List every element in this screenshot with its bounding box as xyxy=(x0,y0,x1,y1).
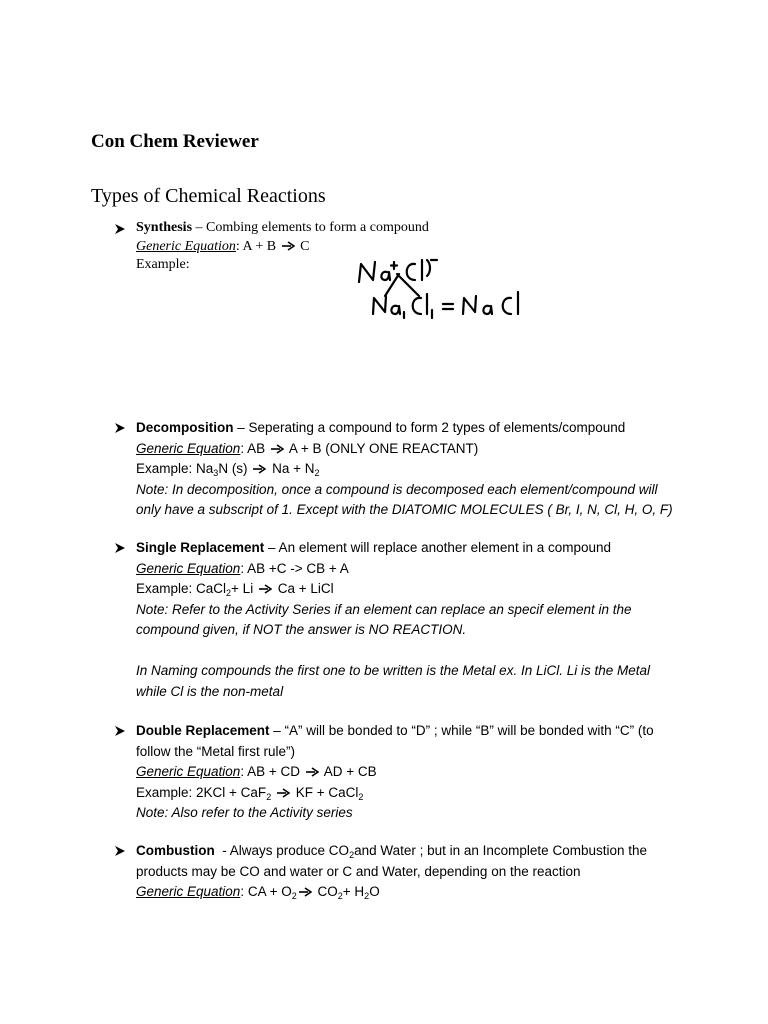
double-replacement-term: Double Replacement xyxy=(136,723,270,738)
decomposition-generic-rhs: A + B (ONLY ONE REACTANT) xyxy=(285,440,479,456)
double-replacement-generic-sep: : AB + CD xyxy=(240,764,304,779)
single-replacement-generic-label: Generic Equation xyxy=(136,560,241,576)
right-arrow-icon xyxy=(277,788,290,798)
combustion-definition xyxy=(136,841,696,862)
double-replacement-note: Note: Also refer to the Activity series xyxy=(136,805,353,820)
combustion-subscript: 2 xyxy=(349,850,355,860)
synthesis-generic-lhs: A + B xyxy=(242,238,280,254)
single-replacement-example-mid: + Li xyxy=(231,581,257,596)
double-replacement-item xyxy=(136,721,696,824)
combustion-subscript: 2 xyxy=(364,891,370,901)
double-replacement-example-subscript: 2 xyxy=(358,791,364,802)
single-replacement-example-rhs: Ca + LiCl xyxy=(273,581,334,596)
combustion-subscript: 2 xyxy=(337,891,343,901)
double-replacement-example-subscript: 2 xyxy=(266,791,272,802)
synthesis-generic-label: Generic Equation xyxy=(136,238,236,254)
right-arrow-icon xyxy=(259,584,272,594)
arrowhead-bullet-icon xyxy=(114,223,126,235)
decomposition-example-mid: N (s) xyxy=(218,461,252,476)
decomposition-definition xyxy=(136,418,696,439)
decomposition-example-rhs: Na + N xyxy=(268,461,315,476)
decomposition-example-subscript: 2 xyxy=(314,468,320,478)
decomposition-term: Decomposition xyxy=(136,420,234,435)
single-replacement-item xyxy=(136,538,696,702)
naming-note-line: In Naming compounds the first one to be written is the Metal ex. In LiCl. Li is the Metal xyxy=(136,663,650,678)
double-replacement-generic-rhs: AD + CB xyxy=(320,764,377,779)
double-replacement-example xyxy=(136,783,696,804)
synthesis-term: Synthesis xyxy=(136,220,193,235)
decomposition-note-line: Note: In decomposition, once a compound is decomposed each element/compound will xyxy=(136,481,658,497)
synthesis-generic-rhs: C xyxy=(296,238,310,254)
single-replacement-note-line: Note: Refer to the Activity Series if an element can replace an specif element in the xyxy=(136,601,632,617)
combustion-generic-equation xyxy=(136,882,696,903)
single-replacement-description: – An element will replace another element in a compound xyxy=(264,540,612,555)
arrowhead-bullet-icon xyxy=(114,845,126,857)
combustion-generic-rhs: O xyxy=(369,884,380,899)
single-replacement-generic-equation xyxy=(136,559,696,580)
right-arrow-icon xyxy=(271,444,284,454)
decomposition-generic-label: Generic Equation xyxy=(136,440,241,456)
synthesis-generic-sep: : xyxy=(235,238,243,254)
combustion-description-cont: and Water ; but in an Incomplete Combustion the xyxy=(354,843,647,858)
handwritten-example-image xyxy=(355,252,525,324)
combustion-generic-rhs: + H xyxy=(342,884,365,899)
combustion-description-line: products may be CO and water or C and Water, depending on the reaction xyxy=(136,863,581,879)
double-replacement-example-rhs: KF + CaCl xyxy=(291,784,359,800)
decomposition-item xyxy=(136,418,696,521)
naming-note-line: while Cl is the non-metal xyxy=(136,683,284,699)
decomposition-example-subscript: 3 xyxy=(213,468,219,478)
right-arrow-icon xyxy=(306,767,319,777)
decomposition-example xyxy=(136,459,696,480)
double-replacement-generic-equation xyxy=(136,762,696,783)
decomposition-generic-equation xyxy=(136,439,696,460)
double-replacement-description-line: follow the “Metal first rule”) xyxy=(136,743,296,759)
synthesis-example-label: Example: xyxy=(136,257,190,272)
combustion-item xyxy=(136,841,696,903)
arrowhead-bullet-icon xyxy=(114,725,126,737)
single-replacement-term: Single Replacement xyxy=(136,540,265,555)
right-arrow-icon xyxy=(299,887,312,897)
single-replacement-generic-rest: : AB +C -> CB + A xyxy=(240,560,349,576)
combustion-generic-sep: : CA + O xyxy=(240,884,292,899)
double-replacement-generic-label: Generic Equation xyxy=(136,764,241,779)
decomposition-generic-sep: : AB xyxy=(240,440,269,456)
single-replacement-example xyxy=(136,579,696,600)
double-replacement-example-mid xyxy=(271,785,275,800)
section-heading: Types of Chemical Reactions xyxy=(91,185,326,207)
combustion-generic-rhs: CO xyxy=(313,884,338,899)
single-replacement-example-subscript: 2 xyxy=(226,588,232,598)
decomposition-example-prefix: Example: Na xyxy=(136,461,214,476)
double-replacement-description: – “A” will be bonded to “D” ; while “B” will be bonded with “C” (to xyxy=(269,723,654,738)
double-replacement-example-prefix: Example: 2KCl + CaF xyxy=(136,784,267,800)
combustion-subscript: 2 xyxy=(291,891,297,901)
decomposition-note-line: only have a subscript of 1. Except with the DIATOMIC MOLECULES ( Br, I, N, Cl, H, O, F) xyxy=(136,502,673,517)
synthesis-definition xyxy=(136,219,696,238)
single-replacement-definition xyxy=(136,538,696,559)
document-title: Con Chem Reviewer xyxy=(91,131,259,152)
combustion-description: - Always produce CO xyxy=(214,843,350,858)
combustion-term: Combustion xyxy=(136,843,215,858)
right-arrow-icon xyxy=(253,464,266,474)
synthesis-description: – Combing elements to form a compound xyxy=(192,220,429,235)
single-replacement-note-line: compound given, if NOT the answer is NO REACTION. xyxy=(136,622,467,637)
double-replacement-definition xyxy=(136,721,696,742)
single-replacement-example-prefix: Example: CaCl xyxy=(136,581,227,596)
combustion-generic-label: Generic Equation xyxy=(136,884,241,899)
arrowhead-bullet-icon xyxy=(114,542,126,554)
arrowhead-bullet-icon xyxy=(114,422,126,434)
decomposition-description: – Seperating a compound to form 2 types of elements/compound xyxy=(233,420,626,435)
spacer xyxy=(136,641,696,662)
right-arrow-icon xyxy=(282,241,295,251)
